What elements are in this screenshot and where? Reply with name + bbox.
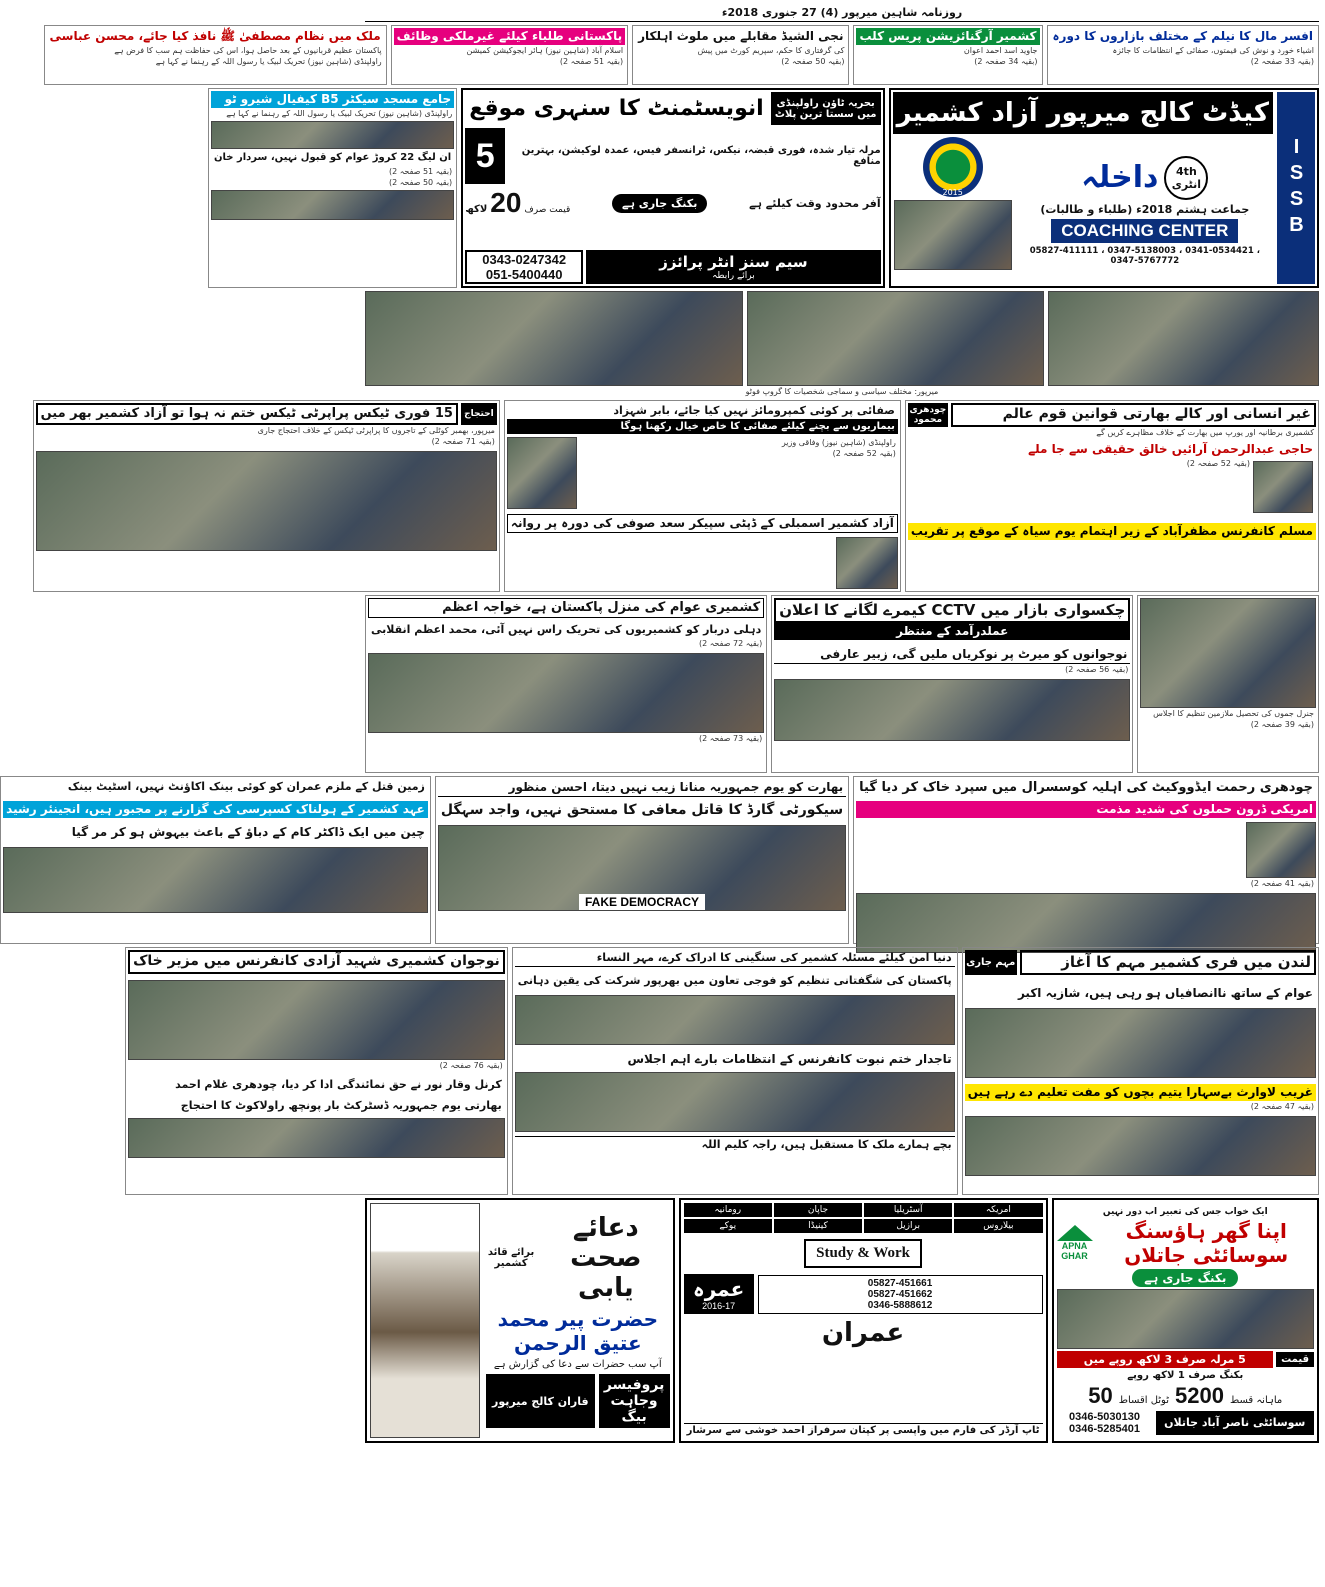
contact-label: برائے رابطہ — [712, 271, 755, 281]
event-photo — [965, 1116, 1316, 1176]
headline: چودھری رحمت ایڈووکیٹ کی اہلیہ کوسسرال میں سپرد خاک کر دیا گیا — [859, 780, 1313, 795]
headline: مسلم کانفرنس مظفرآباد کے زیر اہتمام یوم سیاہ کے موقع پر تقریب — [908, 523, 1316, 540]
side-photo-2 — [211, 190, 454, 220]
group-photo — [856, 893, 1316, 953]
mid-left — [33, 400, 500, 592]
brand: APNA GHAR — [1061, 1240, 1088, 1261]
society-title: اپنا گھر ہاؤسنگ سوسائٹی جاتلاں — [1124, 1218, 1289, 1267]
coaching-center: COACHING CENTER — [1051, 219, 1238, 243]
install-label: ماہانہ قسط — [1229, 1394, 1283, 1406]
text-line: پاکستان عظیم قربانیوں کے بعد حاصل ہوا، اس کی حفاظت ہم سب کا فرض ہے — [114, 46, 382, 55]
phone-2: 0346-5285401 — [1069, 1422, 1140, 1435]
text-line: (بقیہ 34 صفحہ 2) — [974, 57, 1038, 66]
meeting-photo — [515, 1072, 955, 1132]
bahria-plot-ad — [461, 88, 884, 288]
headline: غیر انسانی اور کالے بھارتی قوانین قوم عالم — [951, 403, 1316, 427]
headline: دہلی دربار کو کشمیریوں کی تحریک راس نہیں آئی، محمد اعظم انقلابی — [371, 623, 762, 637]
text-line: جنرل جموں کی تحصیل ملازمین تنظیم کا اجلاس — [1153, 709, 1314, 718]
text-line: (بقیہ 73 صفحہ 2) — [698, 734, 763, 743]
cadet-contacts: 05827-411111 ، 0347-5138003 ، 0341-0534421 ، 0347-5767772 — [1029, 245, 1260, 266]
sec3-right — [1137, 595, 1319, 773]
apna-ghar-ad — [1052, 1198, 1319, 1443]
group-photo — [747, 291, 1044, 386]
headline: چین میں ایک ڈاکٹر کام کے دباؤ کے باعث بیہوش ہو کر مر گیا — [71, 824, 425, 839]
sec5-center — [512, 947, 958, 1195]
ad-title: دعائے صحت یابی — [570, 1213, 642, 1303]
text-line: (بقیہ 41 صفحہ 2) — [1250, 879, 1314, 889]
total-value: 50 — [1088, 1382, 1113, 1408]
portrait-photo — [836, 537, 898, 589]
top-col-1 — [44, 25, 387, 85]
headline: ان لیگ 22 کروڑ عوام کو قبول نہیں، سردار خان — [213, 152, 452, 163]
sec3-center — [771, 595, 1133, 773]
text-line: میرپور، بھمبر کوٹلی کے تاجروں کا پراپرٹی ٹیکس کے خلاف احتجاج جاری — [257, 426, 495, 436]
headline: افسر مال کا نیلم کے مختلف بازاروں کا دورہ — [1052, 29, 1313, 43]
headline: کرنل وقار نور نے حق نمائندگی ادا کر دیا، چودھری غلام احمد — [175, 1077, 502, 1091]
sec5-right — [962, 947, 1319, 1195]
headline: حاجی عبدالرحمن آرائیں خالق حقیقی سے جا ملے — [1028, 442, 1313, 456]
masthead — [365, 4, 1319, 22]
headline: پاکستانی طلباء کیلئے غیرملکی وظائف — [394, 28, 625, 45]
photo-strip — [365, 291, 1319, 386]
text-line: راولپنڈی (شاہین نیوز) تحریک لبیک یا رسول اللہ کے رہنما نے کہا ہے — [226, 109, 453, 118]
side-photo — [211, 121, 454, 149]
ad-by: پروفیسر وجاہت بیگ — [599, 1374, 670, 1428]
top-col-2 — [391, 25, 628, 85]
meeting-photo — [128, 980, 505, 1060]
photo-caption: میرپور: مختلف سیاسی و سماجی شخصیات کا گروپ فوٹو — [745, 387, 939, 396]
headline: سیکورٹی گارڈ کا قاتل معافی کا مستحق نہیں، واجد سہگل — [440, 802, 844, 818]
sec4-center — [435, 776, 849, 944]
cadet-logo — [923, 137, 983, 197]
tagline: ایک خواب جس کی تعبیر اب دور نہیں — [1102, 1206, 1268, 1217]
text-line: راولپنڈی (شاہین نیوز) تحریک لبیک یا رسول اللہ کے رہنما نے کہا ہے — [155, 57, 382, 66]
text-line: (بقیہ 50 صفحہ 2) — [781, 57, 845, 66]
left-side-column — [208, 88, 457, 288]
event-photo — [515, 995, 955, 1045]
brand-umrah: عمرہ — [693, 1277, 745, 1301]
text-line: کی گرفتاری کا حکم، سپریم کورٹ میں پیش — [697, 46, 845, 55]
study-work-label: Study & Work — [804, 1239, 922, 1268]
install-value: 5200 — [1175, 1382, 1224, 1408]
text-line: اشیاء خورد و نوش کی قیمتوں، صفائی کے انتظامات کا جائزہ — [1112, 46, 1314, 55]
headline: ٹاپ آرڈر کی فارم میں واپسی پر کپتان سرفراز احمد خوشی سے سرشار — [684, 1423, 1043, 1439]
dua-sehat-ad — [365, 1198, 675, 1443]
sec5-left — [125, 947, 508, 1195]
headline: پاکستان کی شگفتانی تنظیم کو فوجی تعاون میں بھرپور شرکت کی یقین دہانی — [517, 973, 952, 987]
text-line: (بقیہ 47 صفحہ 2) — [1250, 1101, 1314, 1111]
crowd-photo — [774, 679, 1130, 741]
headline: بھارتی یوم جمہوریہ ڈسٹرکٹ بار پونچھ راولاکوٹ کا احتجاج — [180, 1099, 502, 1113]
phone-2: 051-5400440 — [485, 267, 563, 282]
sec5-row — [133, 947, 1319, 1195]
cadet-title: کیڈٹ کالج میرپور آزاد کشمیر — [893, 92, 1273, 134]
headline: کشمیری عوام کی منزل پاکستان ہے، خواجہ اعظم — [368, 598, 764, 618]
headline: تاجدار ختم نبوت کانفرنس کے انتظامات بارے اہم اجلاس — [627, 1051, 952, 1066]
headline: ملک میں نظام مصطفیٰ ﷺ نافذ کیا جائے، محسن عباسی — [49, 29, 381, 43]
entry-badge: 4th انٹری — [1164, 156, 1208, 200]
text-line: (بقیہ 39 صفحہ 2) — [1250, 720, 1314, 729]
headline: کشمیر آرگنائزیشن پریس کلب — [856, 28, 1039, 45]
society-gate-photo — [1057, 1289, 1314, 1349]
text-line: (بقیہ 76 صفحہ 2) — [439, 1060, 503, 1070]
banner-text: FAKE DEMOCRACY — [579, 894, 705, 910]
year: 2016-17 — [702, 1301, 736, 1311]
price-label: قیمت — [1276, 1352, 1314, 1367]
bottom-ads-row — [365, 1198, 1319, 1443]
mid-right — [905, 400, 1319, 592]
admission-label: داخلہ — [1081, 160, 1159, 195]
sec3-left — [365, 595, 767, 773]
company-name: سیم سنز انٹر پرائزز — [659, 253, 808, 271]
brand-imran: عمران — [821, 1318, 905, 1348]
booking-badge: بکنگ جاری ہے — [612, 194, 707, 213]
portrait-photo — [370, 1203, 480, 1438]
logo-year: 2015 — [942, 188, 963, 197]
text-line: (بقیہ 52 صفحہ 2) — [1186, 459, 1250, 468]
plot-price: 5 مرلہ صرف 3 لاکھ روپے میں — [1057, 1351, 1274, 1368]
ads-row — [213, 88, 1319, 288]
headline: 15 فوری ٹیکس پراپرٹی ٹیکس ختم نہ ہوا تو آزاد کشمیر بھر میں — [36, 403, 458, 425]
ad-note: آپ سب حضرات سے دعا کی گزارش ہے — [493, 1359, 662, 1370]
sec4-row — [6, 776, 1319, 944]
sub-headline: عملدرآمد کے منتظر — [774, 623, 1130, 640]
plot-marla: 5 — [465, 128, 505, 184]
headline: صفائی پر کوئی کمپرومائز نہیں کیا جائے، بابر شہزاد — [507, 403, 898, 420]
text-line: (بقیہ 72 صفحہ 2) — [698, 639, 763, 648]
rally-photo — [368, 653, 764, 733]
protest-photo — [36, 451, 497, 551]
group-photo — [365, 291, 743, 386]
group-photo — [1048, 291, 1319, 386]
text-line: (بقیہ 71 صفحہ 2) — [431, 437, 495, 447]
company-name: سوسائٹی ناصر آباد جاتلاں — [1156, 1411, 1314, 1435]
newspaper-page — [6, 0, 1325, 1587]
country-label: جاپان — [774, 1203, 862, 1217]
top-row — [49, 25, 1319, 85]
cadet-college-ad — [889, 88, 1319, 288]
phone-1: 05827-451661 — [867, 1277, 933, 1289]
phone-1: 0343-0247342 — [482, 252, 567, 267]
headline: نجی الشیڈ مقابلے میں ملوث اہلکار — [638, 29, 844, 43]
headline: نوجوانوں کو میرٹ پر نوکریاں ملیں گی، زبیر عارفی — [774, 646, 1130, 664]
tag: احتجاج — [461, 403, 497, 425]
issb-label: ISSB — [1277, 92, 1315, 284]
headline: لندن میں فری کشمیر مہم کا آغاز — [1020, 950, 1316, 975]
headline: غریب لاوارث بےسہارا یتیم بچوں کو مفت تعلیم دے رہے ہیں — [965, 1084, 1316, 1101]
tag: مہم جاری — [965, 950, 1017, 975]
headline: آزاد کشمیر اسمبلی کے ڈپٹی سپیکر سعد صوفی کی دورہ پر روانہ — [507, 514, 898, 533]
sec3-row — [365, 595, 1319, 773]
office-photo — [3, 847, 428, 913]
text-line: اسلام آباد (شاہین نیوز) ہائر ایجوکیشن کمیشن — [466, 46, 624, 55]
top-col-4 — [853, 25, 1042, 85]
event-photo — [965, 1008, 1316, 1078]
phone-3: 0346-5888612 — [867, 1299, 933, 1311]
phone-2: 05827-451662 — [867, 1288, 933, 1300]
headline: چکسواری بازار میں CCTV کیمرے لگانے کا اعلان — [774, 598, 1130, 623]
plot-features: مرلہ تیار شدہ، فوری قبضہ، نیکس، ٹرانسفر فیس، عمدہ لوکیشن، بہترین منافع — [521, 145, 881, 167]
country-label: امریکہ — [954, 1203, 1042, 1217]
booking-badge: بکنگ جاری ہے — [1132, 1269, 1238, 1287]
person-name: حضرت پیر محمد عتیق الرحمن — [497, 1307, 659, 1355]
headline: امریکی ڈرون حملوں کی شدید مذمت — [856, 801, 1316, 818]
country-label: یوکے — [684, 1219, 772, 1233]
text-line: راولپنڈی (شاہین نیوز) وفاقی وزیر — [781, 438, 896, 448]
tag: چودھری محمود — [909, 405, 947, 425]
plot-offer: آفر محدود وقت کیلئے ہے — [749, 196, 881, 210]
phone-1: 0346-5030130 — [1069, 1410, 1140, 1423]
total-label: ٹوٹل اقساط — [1118, 1394, 1169, 1406]
ad-for: برائے قائد کشمیر — [487, 1247, 535, 1269]
study-work-ad — [679, 1198, 1048, 1443]
text-line: (بقیہ 52 صفحہ 2) — [832, 449, 896, 459]
plot-title: انویسٹمنٹ کا سنہری موقع — [469, 96, 764, 121]
price-unit: لاکھ — [465, 204, 488, 215]
portrait-photo — [507, 437, 577, 509]
country-label: برازیل — [864, 1219, 952, 1233]
headline: بچے ہمارے ملک کا مستقبل ہیں، راجہ کلیم اللہ — [515, 1136, 955, 1153]
sec4-right — [853, 776, 1319, 944]
text-line: (بقیہ 50 صفحہ 2) — [388, 177, 453, 187]
meeting-photo — [1140, 598, 1316, 708]
portrait-photo — [1246, 822, 1316, 878]
sec4-left — [0, 776, 431, 944]
text-line: (بقیہ 33 صفحہ 2) — [1250, 57, 1314, 66]
plot-subtitle: بحریہ ٹاؤن راولپنڈی میں سستا ترین پلاٹ — [771, 92, 881, 125]
headline: عوام کے ساتھ ناانصافیاں ہو رہی ہیں، شازیہ اکبر — [1017, 985, 1313, 1000]
cadet-photo — [894, 200, 1012, 270]
headline: زمین قتل کے ملزم عمران کو کوئی بینک اکاؤنٹ نہیں، اسٹیٹ بینک — [67, 780, 425, 793]
headline: عہد کشمیر کے ہولناک کسپرسی کی گزارنے پر مجبور ہیں، انجینئر رشید — [3, 801, 428, 818]
college-name: فاران کالج میرپور — [486, 1374, 595, 1428]
headline: دنیا امن کیلئے مسئلہ کشمیر کی سنگینی کا ادراک کرے، مہر النساء — [515, 950, 955, 967]
top-col-5 — [1047, 25, 1319, 85]
text-line: جاوید اسد احمد اعوان — [963, 46, 1038, 55]
price-value: 20 — [490, 187, 522, 218]
country-label: رومانیہ — [684, 1203, 772, 1217]
country-label: آسٹریلیا — [864, 1203, 952, 1217]
protest-photo — [438, 825, 846, 911]
country-label: بیلاروس — [954, 1219, 1042, 1233]
text-line: کشمیری برطانیہ اور یورپ میں بھارت کے خلاف مظاہرے کریں گے — [1096, 428, 1314, 437]
headline: نوجوان کشمیری شہید آزادی کانفرنس میں مزیر خاک — [128, 950, 505, 974]
mid-row — [40, 400, 1319, 592]
booking-amount: بکنگ صرف 1 لاکھ روپے — [1127, 1369, 1244, 1381]
rally-photo — [128, 1118, 505, 1158]
mid-center — [504, 400, 901, 592]
price-label: قیمت صرف — [524, 205, 571, 215]
text-line: (بقیہ 51 صفحہ 2) — [559, 57, 624, 66]
text-line: (بقیہ 51 صفحہ 2) — [388, 166, 453, 176]
country-label: کینیڈا — [774, 1219, 862, 1233]
house-logo-icon — [1057, 1225, 1093, 1241]
portrait-photo — [1253, 461, 1313, 513]
headline: جامع مسجد سیکٹر B5 کیفیال شیرو ٹو — [211, 91, 454, 108]
date-line: روزنامہ شاہین میرپور (4) 27 جنوری 2018ء — [721, 6, 963, 19]
top-col-3 — [632, 25, 849, 85]
class-line: جماعت ہشتم 2018ء (طلباء و طالبات) — [1040, 202, 1250, 216]
sub-headline: بیماریوں سے بچنے کیلئے صفائی کا خاص خیال رکھنا ہوگا — [507, 420, 898, 435]
headline: بھارت کو یوم جمہوریہ منانا زیب نہیں دیتا، احسن منظور — [438, 779, 846, 797]
text-line: (بقیہ 56 صفحہ 2) — [1065, 664, 1129, 674]
